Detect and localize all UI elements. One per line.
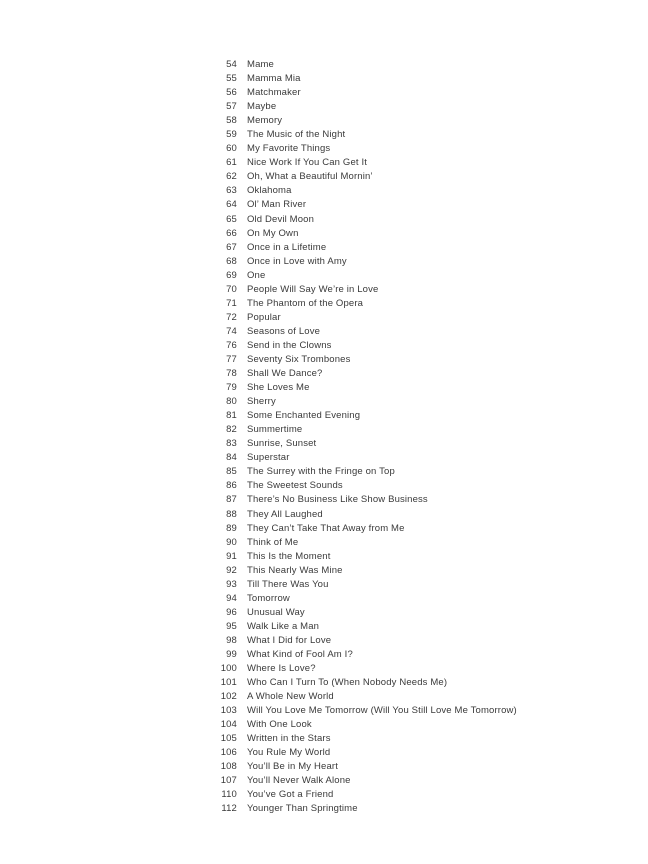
song-title: What I Did for Love bbox=[247, 634, 332, 646]
song-entry-row bbox=[0, 550, 648, 564]
song-title: Till There Was You bbox=[247, 578, 329, 590]
song-title: You’ll Never Walk Alone bbox=[247, 775, 351, 787]
song-title: What Kind of Fool Am I? bbox=[247, 648, 353, 660]
song-title: My Favorite Things bbox=[247, 143, 331, 155]
song-title: Nice Work If You Can Get It bbox=[247, 157, 368, 169]
song-entry-row bbox=[0, 788, 648, 802]
song-entry-row bbox=[0, 114, 648, 128]
song-page-number: 65 bbox=[226, 213, 237, 225]
song-title: Some Enchanted Evening bbox=[247, 410, 361, 422]
song-entry-row bbox=[0, 72, 648, 86]
song-page-number: 82 bbox=[226, 424, 237, 436]
song-title: Superstar bbox=[247, 452, 290, 464]
song-page-number: 62 bbox=[226, 171, 237, 183]
song-entry-row bbox=[0, 774, 648, 788]
song-page-number: 89 bbox=[226, 522, 237, 534]
song-entry-row bbox=[0, 564, 648, 578]
song-title: Oh, What a Beautiful Mornin’ bbox=[247, 171, 373, 183]
song-title: Oklahoma bbox=[247, 185, 292, 197]
song-page-number: 74 bbox=[226, 325, 237, 337]
song-title: With One Look bbox=[247, 719, 312, 731]
song-title: One bbox=[247, 269, 266, 281]
song-entry-row bbox=[0, 423, 648, 437]
song-title: On My Own bbox=[247, 227, 299, 239]
song-entry-row bbox=[0, 718, 648, 732]
song-entry-row bbox=[0, 339, 648, 353]
song-page-number: 104 bbox=[220, 719, 237, 731]
song-entry-row bbox=[0, 156, 648, 170]
song-entry-row bbox=[0, 592, 648, 606]
song-page-number: 66 bbox=[226, 227, 237, 239]
song-title: People Will Say We’re in Love bbox=[247, 283, 379, 295]
song-title: Shall We Dance? bbox=[247, 368, 323, 380]
song-index-list bbox=[0, 58, 648, 817]
song-title: Unusual Way bbox=[247, 606, 305, 618]
song-page-number: 57 bbox=[226, 101, 237, 113]
song-title: The Phantom of the Opera bbox=[247, 297, 364, 309]
song-page-number: 59 bbox=[226, 129, 237, 141]
song-page-number: 105 bbox=[220, 733, 237, 745]
song-page-number: 77 bbox=[226, 353, 237, 365]
song-page-number: 72 bbox=[226, 311, 237, 323]
song-entry-row bbox=[0, 802, 648, 816]
song-page-number: 88 bbox=[226, 508, 237, 520]
song-entry-row bbox=[0, 704, 648, 718]
song-page-number: 84 bbox=[226, 452, 237, 464]
song-title: You Rule My World bbox=[247, 747, 331, 759]
song-title: You’ll Be in My Heart bbox=[247, 761, 338, 773]
song-page-number: 54 bbox=[226, 59, 237, 70]
song-entry-row bbox=[0, 213, 648, 227]
song-title: A Whole New World bbox=[247, 691, 334, 703]
song-title: Sherry bbox=[247, 396, 276, 408]
song-page-number: 93 bbox=[226, 578, 237, 590]
song-title: Mame bbox=[247, 59, 274, 70]
song-page-number: 91 bbox=[226, 550, 237, 562]
song-entry-row bbox=[0, 198, 648, 212]
song-page-number: 61 bbox=[226, 157, 237, 169]
song-page-number: 94 bbox=[226, 592, 237, 604]
song-entry-row bbox=[0, 451, 648, 465]
song-entry-row bbox=[0, 128, 648, 142]
song-title: Once in a Lifetime bbox=[247, 241, 327, 253]
song-title: Where Is Love? bbox=[247, 663, 316, 675]
song-page-number: 87 bbox=[226, 494, 237, 506]
song-entry-row bbox=[0, 648, 648, 662]
song-page-number: 98 bbox=[226, 634, 237, 646]
song-title: Matchmaker bbox=[247, 87, 301, 99]
song-page-number: 85 bbox=[226, 466, 237, 478]
song-page-number: 110 bbox=[221, 789, 237, 801]
song-page-number: 81 bbox=[226, 410, 237, 422]
song-entry-row bbox=[0, 493, 648, 507]
song-entry-row bbox=[0, 283, 648, 297]
song-entry-row bbox=[0, 634, 648, 648]
song-title: Summertime bbox=[247, 424, 303, 436]
song-entry-row bbox=[0, 676, 648, 690]
song-title: Tomorrow bbox=[247, 592, 290, 604]
song-page-number: 70 bbox=[226, 283, 237, 295]
song-title: Who Can I Turn To (When Nobody Needs Me) bbox=[247, 677, 448, 689]
song-entry-row bbox=[0, 690, 648, 704]
song-entry-row bbox=[0, 269, 648, 283]
song-page-number: 67 bbox=[226, 241, 237, 253]
song-page-number: 79 bbox=[226, 382, 237, 394]
song-page-number: 92 bbox=[226, 564, 237, 576]
song-title: They All Laughed bbox=[247, 508, 323, 520]
song-entry-row bbox=[0, 311, 648, 325]
song-entry-row bbox=[0, 508, 648, 522]
song-page-number: 78 bbox=[226, 368, 237, 380]
song-entry-row bbox=[0, 465, 648, 479]
song-title: Written in the Stars bbox=[247, 733, 331, 745]
song-page-number: 102 bbox=[220, 691, 237, 703]
song-entry-row bbox=[0, 325, 648, 339]
song-entry-row bbox=[0, 536, 648, 550]
song-page-number: 108 bbox=[220, 761, 237, 773]
song-page-number: 80 bbox=[226, 396, 237, 408]
song-entry-row bbox=[0, 227, 648, 241]
song-title: Younger Than Springtime bbox=[247, 803, 358, 815]
song-page-number: 96 bbox=[226, 606, 237, 618]
song-page-number: 101 bbox=[220, 677, 237, 689]
song-page-number: 90 bbox=[226, 536, 237, 548]
song-entry-row bbox=[0, 170, 648, 184]
song-title: The Music of the Night bbox=[247, 129, 346, 141]
song-title: Maybe bbox=[247, 101, 277, 113]
song-page-number: 107 bbox=[220, 775, 237, 787]
song-page-number: 55 bbox=[226, 73, 237, 85]
song-page-number: 76 bbox=[226, 339, 237, 351]
song-title: This Is the Moment bbox=[247, 550, 331, 562]
song-page-number: 83 bbox=[226, 438, 237, 450]
song-page-number: 100 bbox=[220, 663, 237, 675]
song-entry-row bbox=[0, 58, 648, 72]
song-entry-row bbox=[0, 86, 648, 100]
song-entry-row bbox=[0, 662, 648, 676]
song-page-number: 69 bbox=[226, 269, 237, 281]
song-title: This Nearly Was Mine bbox=[247, 564, 343, 576]
song-title: Once in Love with Amy bbox=[247, 255, 347, 267]
song-title: Will You Love Me Tomorrow (Will You Still Love Me Tomorrow) bbox=[247, 705, 517, 717]
song-title: You’ve Got a Friend bbox=[247, 789, 334, 801]
song-entry-row bbox=[0, 367, 648, 381]
song-page-number: 99 bbox=[226, 648, 237, 660]
song-page-number: 95 bbox=[226, 620, 237, 632]
song-page-number: 71 bbox=[226, 297, 237, 309]
song-page-number: 58 bbox=[226, 115, 237, 127]
song-title: Memory bbox=[247, 115, 283, 127]
song-page-number: 106 bbox=[220, 747, 237, 759]
song-title: The Sweetest Sounds bbox=[247, 480, 343, 492]
song-entry-row bbox=[0, 297, 648, 311]
song-entry-row bbox=[0, 353, 648, 367]
song-title: There’s No Business Like Show Business bbox=[247, 494, 428, 506]
song-entry-row bbox=[0, 746, 648, 760]
song-title: She Loves Me bbox=[247, 382, 310, 394]
song-title: Sunrise, Sunset bbox=[247, 438, 317, 450]
song-title: Walk Like a Man bbox=[247, 620, 320, 632]
song-title: Popular bbox=[247, 311, 281, 323]
song-title: Old Devil Moon bbox=[247, 213, 315, 225]
song-entry-row bbox=[0, 606, 648, 620]
song-entry-row bbox=[0, 409, 648, 423]
song-entry-row bbox=[0, 732, 648, 746]
song-entry-row bbox=[0, 100, 648, 114]
song-title: They Can’t Take That Away from Me bbox=[247, 522, 405, 534]
song-entry-row bbox=[0, 437, 648, 451]
song-title: Mamma Mia bbox=[247, 73, 301, 85]
song-page-number: 112 bbox=[221, 803, 237, 815]
song-page-number: 56 bbox=[226, 87, 237, 99]
song-page-number: 64 bbox=[226, 199, 237, 211]
song-page-number: 63 bbox=[226, 185, 237, 197]
song-title: Seasons of Love bbox=[247, 325, 321, 337]
song-entry-row bbox=[0, 578, 648, 592]
song-entry-row bbox=[0, 381, 648, 395]
song-entry-row bbox=[0, 184, 648, 198]
song-title: Ol’ Man River bbox=[247, 199, 307, 211]
song-entry-row bbox=[0, 241, 648, 255]
song-page-number: 60 bbox=[226, 143, 237, 155]
song-title: Seventy Six Trombones bbox=[247, 353, 351, 365]
song-title: Send in the Clowns bbox=[247, 339, 332, 351]
song-entry-row bbox=[0, 760, 648, 774]
song-title: The Surrey with the Fringe on Top bbox=[247, 466, 395, 478]
song-title: Think of Me bbox=[247, 536, 299, 548]
song-page-number: 68 bbox=[226, 255, 237, 267]
song-entry-row bbox=[0, 255, 648, 269]
song-page-number: 86 bbox=[226, 480, 237, 492]
song-entry-row bbox=[0, 620, 648, 634]
song-entry-row bbox=[0, 522, 648, 536]
song-entry-row bbox=[0, 479, 648, 493]
song-entry-row bbox=[0, 395, 648, 409]
song-entry-row bbox=[0, 142, 648, 156]
song-page-number: 103 bbox=[220, 705, 237, 717]
